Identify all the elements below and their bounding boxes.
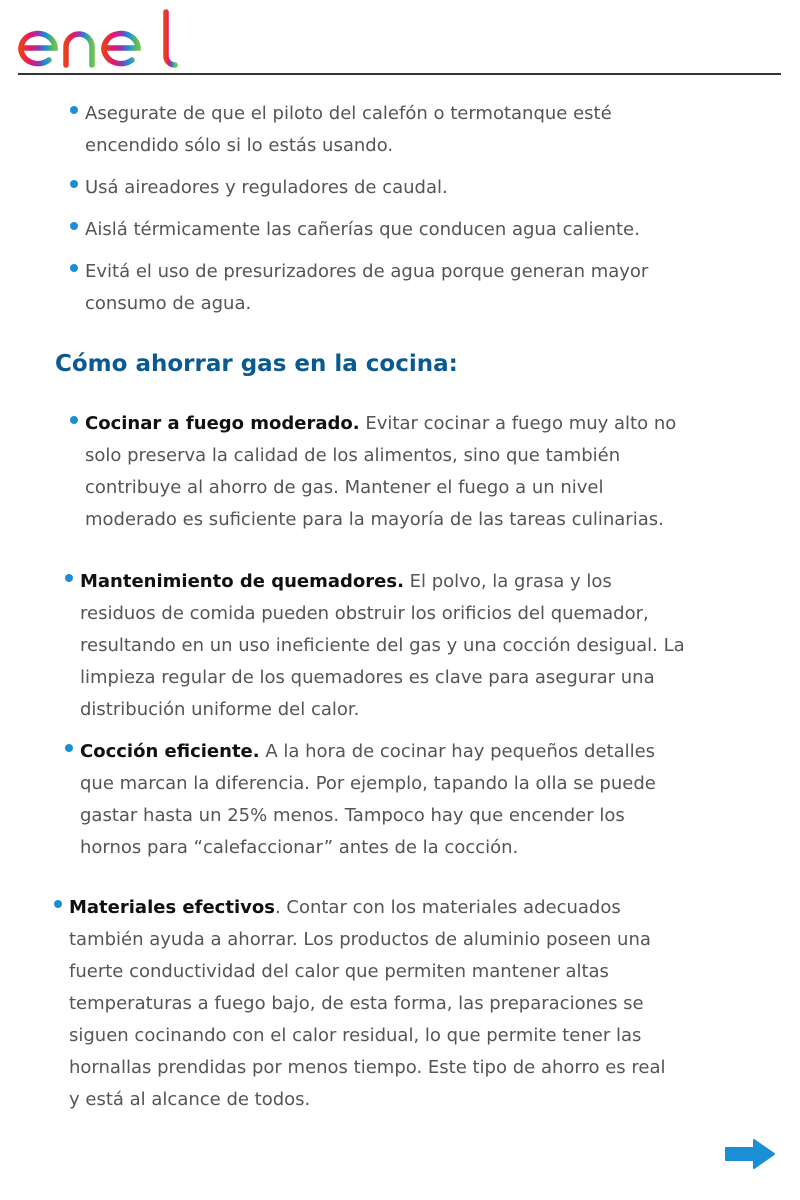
- tip-title: Cocinar a fuego moderado.: [85, 413, 360, 434]
- tip-text: Aislá térmicamente las cañerías que conducen agua caliente.: [85, 219, 640, 240]
- list-item: [85, 172, 705, 204]
- tip-text: Evitar cocinar a fuego muy alto no solo preserva la calidad de los alimentos, sino que también contribuye al ahorro de gas. Mantener el fuego a un nivel moderado es suficiente para la mayoría de las tareas culinarias.: [85, 413, 677, 530]
- list-item: [85, 408, 690, 536]
- tip-title: Cocción eficiente.: [80, 741, 260, 762]
- bullet-dot: [70, 416, 78, 424]
- section-heading: Cómo ahorrar gas en la cocina:: [55, 351, 458, 377]
- bullet-dot: [70, 264, 78, 272]
- list-item: [80, 736, 685, 864]
- list-item: [85, 214, 705, 246]
- list-item: [85, 256, 690, 320]
- tip-text: Usá aireadores y reguladores de caudal.: [85, 177, 448, 198]
- bullet-dot: [70, 222, 78, 230]
- next-button[interactable]: [724, 1137, 776, 1171]
- list-item: [80, 566, 685, 726]
- tip-text: Evitá el uso de presurizadores de agua porque generan mayor consumo de agua.: [85, 261, 649, 314]
- arrow-right-icon: [724, 1137, 776, 1171]
- bullet-dot: [54, 900, 62, 908]
- tip-text: Asegurate de que el piloto del calefón o termotanque esté encendido sólo si lo estás usando.: [85, 103, 612, 156]
- tip-title: Materiales efectivos: [69, 897, 275, 918]
- enel-logo: [18, 8, 178, 70]
- list-item: [85, 98, 665, 162]
- tip-text: A la hora de cocinar hay pequeños detalles que marcan la diferencia. Por ejemplo, tapando la olla se puede gastar hasta un 25% menos. Tampoco hay que encender los hornos para “calefaccionar” antes de la cocción.: [80, 741, 656, 858]
- bullet-dot: [65, 744, 73, 752]
- tip-title: Mantenimiento de quemadores.: [80, 571, 404, 592]
- tip-text: El polvo, la grasa y los residuos de comida pueden obstruir los orificios del quemador, resultando en un uso ineficiente del gas y una cocción desigual. La limpieza regular de los quemadores es clave para asegurar una distribución uniforme del calor.: [80, 571, 685, 720]
- bullet-dot: [65, 574, 73, 582]
- bullet-dot: [70, 106, 78, 114]
- tip-text: . Contar con los materiales adecuados también ayuda a ahorrar. Los productos de aluminio poseen una fuerte conductividad del calor que permiten mantener altas temperaturas a fuego bajo, de esta forma, las preparaciones se siguen cocinando con el calor residual, lo que permite tener las hornallas prendidas por menos tiempo. Este tipo de ahorro es real y está al alcance de todos.: [69, 897, 666, 1110]
- list-item: [69, 892, 669, 1116]
- bullet-dot: [70, 180, 78, 188]
- header-divider: [18, 73, 781, 75]
